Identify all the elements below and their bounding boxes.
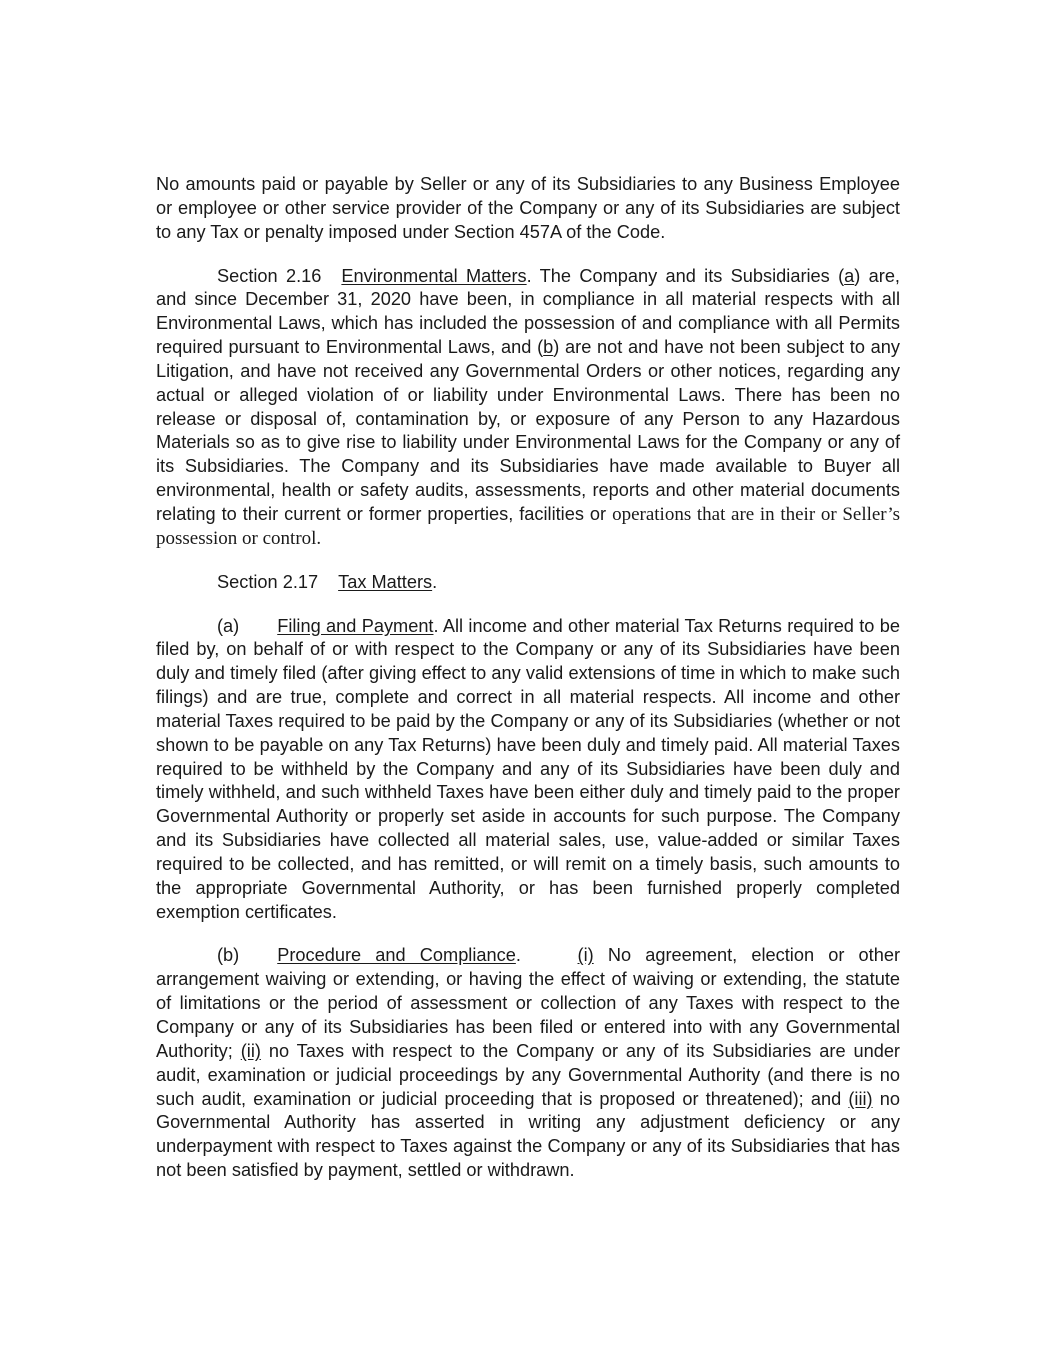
section-2-16-text-b: ) are not and have not been subject to any Litigation, and have not received any Governmental Orders or other notices, regarding any actual or alleged violation of or liability under Environmental Laws. There has been no release or disposal of, contamination by, or exposure of any Person to any Hazardous Materials so as to give rise to liability under Environmental Laws for the Company or any of its Subsidiaries. The Company and its Subsidiaries have made available to Buyer all environmental, health or safety audits, assessments, reports and other material documents relating to their current or former properties, facilities or [156,337,901,524]
section-2-17-period: . [432,571,438,592]
subsection-a-text: . All income and other material Tax Returns required to be filed by, on behalf of or with respect to the Company or any of its Subsidiaries have been duly and timely filed (after giving effect to any valid extensions of time in which to make such filings) and are true, complete and correct in all material respects. All income and other material Taxes required to be paid by the Company or any of its Subsidiaries (whether or not shown to be payable on any Tax Returns) have been duly and timely paid. All material Taxes required to be withheld by the Company and any of its Subsidiaries have been duly and timely withheld, and such withheld Taxes have been either duly and timely paid to the proper Governmental Authority or properly set aside in accounts for such purpose. The Company and its Subsidiaries have collected all material sales, use, value-added or similar Taxes required to be collected, and has remitted, or will remit on a timely basis, such amounts to the appropriate Governmental Authority, or has been furnished properly completed exemption certificates. [156,615,900,922]
subsection-b-text-ii: no Taxes with respect to the Company or any of its Subsidiaries are under audit, examination or judicial proceedings by any Governmental Authority (and there is no such audit, examination or judicial proceeding that is proposed or threatened); and [156,1040,900,1109]
section-2-17-number: Section 2.17 [217,571,319,592]
section-2-16-text-a: ) are, and since December 31, 2020 have been, in compliance in all material respects with all Environmental Laws, which has included the possession of and compliance with all Permits required pursuant to Environmental Laws, and ( [156,265,900,358]
subsection-b-period: . [515,945,521,966]
section-2-17-heading [156,571,900,595]
section-2-17-title: Tax Matters [338,571,433,592]
clause-marker-i: (i) [577,945,594,966]
subsection-b-text-i: No agreement, election or other arrangement waiving or extending, or having the effect of waiving or extending, the statute of limitations or the period of assessment or collection of any Taxes with respect to the Company or any of its Subsidiaries has been filed or entered into with any Governmental Authority; [156,945,900,1061]
subsection-b-label: (b) [217,945,240,966]
intro-paragraph: No amounts paid or payable by Seller or any of its Subsidiaries to any Business Employee or employee or other service provider of the Company or any of its Subsidiaries are subject to any Tax or penalty imposed under Section 457A of the Code. [156,174,900,242]
subsection-a-paragraph [156,615,900,925]
subsection-b-title: Procedure and Compliance [277,945,516,966]
subsection-a-label: (a) [217,615,240,636]
subsection-b-text-iii: no Governmental Authority has asserted in writing any adjustment deficiency or any underpayment with respect to Taxes against the Company or any of its Subsidiaries that has not been satisfied by payment, settled or withdrawn. [156,1088,900,1181]
section-2-16-title: Environmental Matters [341,265,527,286]
section-2-16-text-pre: . The Company and its Subsidiaries ( [526,265,845,286]
subsection-b-paragraph [156,944,900,1182]
subsection-a-title: Filing and Payment [277,615,434,636]
document-page [156,173,900,1203]
clause-marker-ii: (ii) [240,1040,261,1061]
clause-marker-b: b [543,337,554,358]
section-2-16-number: Section 2.16 [217,265,322,286]
section-2-16-paragraph [156,265,900,551]
section-2-16-text-tail: operations that are in their or Seller’s possession or control. [156,503,901,549]
clause-marker-iii: (iii) [848,1088,873,1109]
clause-marker-a: a [844,265,855,286]
